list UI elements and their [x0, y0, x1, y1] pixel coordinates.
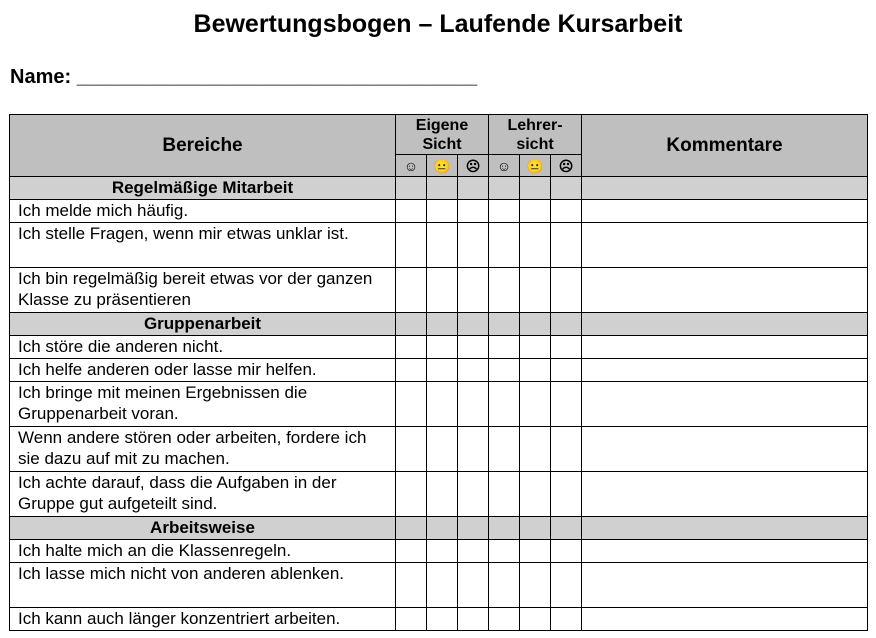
sad-face-icon: ☹ — [551, 155, 582, 177]
rating-cell[interactable] — [551, 563, 582, 608]
criterion-text: Ich melde mich häufig. — [10, 200, 396, 223]
table-row — [10, 563, 868, 608]
rating-cell[interactable] — [551, 268, 582, 313]
criterion-text: Ich kann auch länger konzentriert arbeiten. — [10, 608, 396, 631]
rating-cell[interactable] — [396, 223, 427, 268]
happy-face-icon: ☺ — [396, 155, 427, 177]
section-row — [10, 517, 868, 540]
rating-cell[interactable] — [458, 427, 489, 472]
rating-cell[interactable] — [458, 608, 489, 631]
rating-cell[interactable] — [551, 472, 582, 517]
criterion-text: Ich helfe anderen oder lasse mir helfen. — [10, 359, 396, 382]
criterion-text: Ich halte mich an die Klassenregeln. — [10, 540, 396, 563]
rating-cell[interactable] — [489, 382, 520, 427]
rating-cell[interactable] — [427, 563, 458, 608]
neutral-face-icon: 😐 — [427, 155, 458, 177]
rating-cell[interactable] — [396, 268, 427, 313]
evaluation-table — [9, 114, 868, 631]
rating-cell[interactable] — [551, 427, 582, 472]
rating-cell[interactable] — [551, 336, 582, 359]
rating-cell[interactable] — [551, 382, 582, 427]
rating-cell[interactable] — [396, 472, 427, 517]
comment-cell[interactable] — [582, 200, 868, 223]
rating-cell[interactable] — [520, 472, 551, 517]
criterion-text: Ich achte darauf, dass die Aufgaben in der Gruppe gut aufgeteilt sind. — [10, 472, 396, 517]
rating-cell[interactable] — [489, 268, 520, 313]
rating-cell[interactable] — [551, 359, 582, 382]
rating-cell[interactable] — [458, 382, 489, 427]
rating-cell[interactable] — [551, 223, 582, 268]
rating-cell[interactable] — [489, 336, 520, 359]
rating-cell[interactable] — [489, 427, 520, 472]
comment-cell[interactable] — [582, 382, 868, 427]
table-row — [10, 336, 868, 359]
criterion-text: Ich lasse mich nicht von anderen ablenken. — [10, 563, 396, 608]
rating-cell[interactable] — [396, 540, 427, 563]
rating-cell[interactable] — [427, 427, 458, 472]
section-title: Gruppenarbeit — [10, 313, 396, 336]
criterion-text: Ich bringe mit meinen Ergebnissen die Gruppenarbeit voran. — [10, 382, 396, 427]
rating-cell[interactable] — [458, 359, 489, 382]
header-teacher-view: Lehrer-sicht — [489, 115, 582, 155]
rating-cell[interactable] — [458, 223, 489, 268]
section-row — [10, 313, 868, 336]
section-row — [10, 177, 868, 200]
comment-cell[interactable] — [582, 540, 868, 563]
table-row — [10, 540, 868, 563]
rating-cell[interactable] — [458, 563, 489, 608]
comment-cell[interactable] — [582, 359, 868, 382]
rating-cell[interactable] — [520, 608, 551, 631]
rating-cell[interactable] — [520, 382, 551, 427]
section-title: Regelmäßige Mitarbeit — [10, 177, 396, 200]
rating-cell[interactable] — [458, 472, 489, 517]
rating-cell[interactable] — [520, 563, 551, 608]
criterion-text: Ich stelle Fragen, wenn mir etwas unklar ist. — [10, 223, 396, 268]
table-row — [10, 268, 868, 313]
rating-cell[interactable] — [396, 200, 427, 223]
rating-cell[interactable] — [520, 540, 551, 563]
table-row — [10, 223, 868, 268]
rating-cell[interactable] — [396, 336, 427, 359]
header-areas: Bereiche — [10, 115, 396, 177]
rating-cell[interactable] — [427, 200, 458, 223]
header-self-view: Eigene Sicht — [396, 115, 489, 155]
rating-cell[interactable] — [396, 359, 427, 382]
rating-cell[interactable] — [458, 268, 489, 313]
rating-cell[interactable] — [551, 540, 582, 563]
sad-face-icon: ☹ — [458, 155, 489, 177]
rating-cell[interactable] — [458, 540, 489, 563]
rating-cell[interactable] — [427, 540, 458, 563]
rating-cell[interactable] — [427, 359, 458, 382]
rating-cell[interactable] — [396, 563, 427, 608]
rating-cell[interactable] — [520, 359, 551, 382]
rating-cell[interactable] — [458, 336, 489, 359]
criterion-text: Ich störe die anderen nicht. — [10, 336, 396, 359]
table-row — [10, 427, 868, 472]
table-row — [10, 608, 868, 631]
rating-cell[interactable] — [551, 200, 582, 223]
document-title: Bewertungsbogen – Laufende Kursarbeit — [193, 10, 683, 38]
comment-cell[interactable] — [582, 563, 868, 608]
rating-cell[interactable] — [396, 427, 427, 472]
rating-cell[interactable] — [396, 382, 427, 427]
rating-cell[interactable] — [520, 223, 551, 268]
rating-cell[interactable] — [427, 472, 458, 517]
rating-cell[interactable] — [551, 608, 582, 631]
rating-cell[interactable] — [520, 200, 551, 223]
rating-cell[interactable] — [427, 268, 458, 313]
criterion-text: Ich bin regelmäßig bereit etwas vor der ganzen Klasse zu präsentieren — [10, 268, 396, 313]
comment-cell[interactable] — [582, 608, 868, 631]
happy-face-icon: ☺ — [489, 155, 520, 177]
header-comments: Kommentare — [582, 115, 868, 177]
comment-cell[interactable] — [582, 223, 868, 268]
rating-cell[interactable] — [396, 608, 427, 631]
rating-cell[interactable] — [427, 336, 458, 359]
table-row — [10, 472, 868, 517]
rating-cell[interactable] — [520, 336, 551, 359]
rating-cell[interactable] — [427, 223, 458, 268]
comment-cell[interactable] — [582, 268, 868, 313]
rating-cell[interactable] — [427, 382, 458, 427]
table-row — [10, 382, 868, 427]
rating-cell[interactable] — [489, 563, 520, 608]
rating-cell[interactable] — [489, 223, 520, 268]
neutral-face-icon: 😐 — [520, 155, 551, 177]
comment-cell[interactable] — [582, 427, 868, 472]
rating-cell[interactable] — [427, 608, 458, 631]
criterion-text: Wenn andere stören oder arbeiten, fordere ich sie dazu auf mit zu machen. — [10, 427, 396, 472]
name-field[interactable]: Name: ____________________________________ — [10, 66, 478, 88]
rating-cell[interactable] — [489, 472, 520, 517]
rating-cell[interactable] — [520, 268, 551, 313]
comment-cell[interactable] — [582, 336, 868, 359]
rating-cell[interactable] — [489, 608, 520, 631]
comment-cell[interactable] — [582, 472, 868, 517]
rating-cell[interactable] — [489, 200, 520, 223]
section-title: Arbeitsweise — [10, 517, 396, 540]
table-row — [10, 200, 868, 223]
rating-cell[interactable] — [520, 427, 551, 472]
table-row — [10, 359, 868, 382]
rating-cell[interactable] — [489, 540, 520, 563]
rating-cell[interactable] — [458, 200, 489, 223]
rating-cell[interactable] — [489, 359, 520, 382]
